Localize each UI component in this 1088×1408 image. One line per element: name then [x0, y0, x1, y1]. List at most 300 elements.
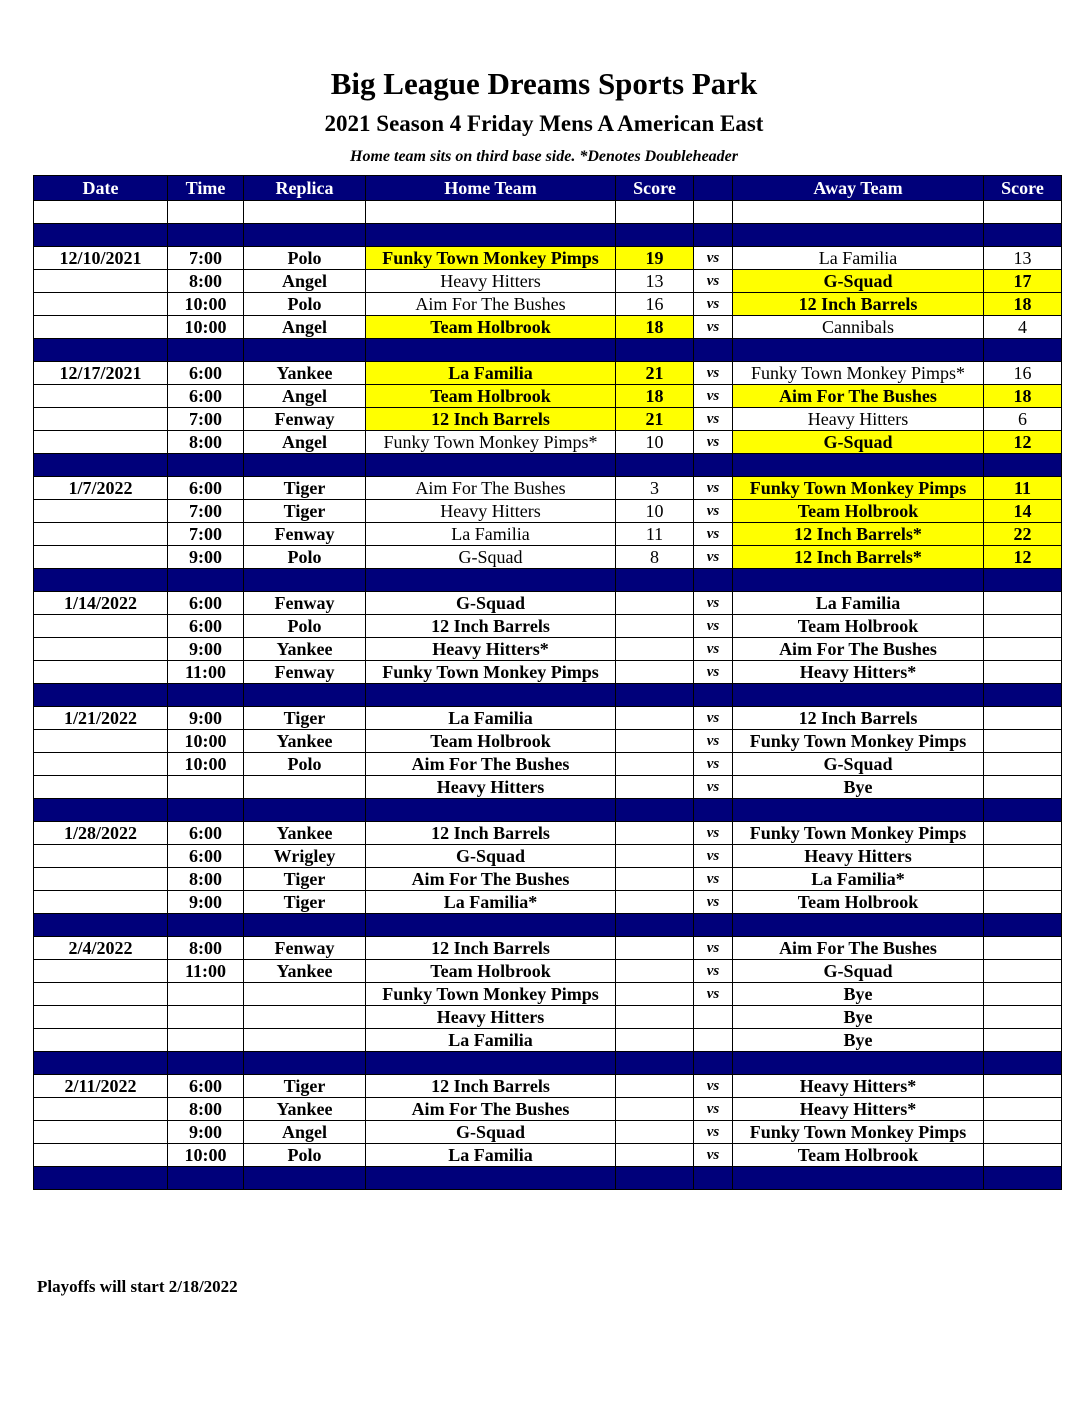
away-team-cell — [733, 799, 984, 822]
home-team-cell: Aim For The Bushes — [366, 753, 616, 776]
time-cell: 6:00 — [168, 385, 244, 408]
time-cell: 11:00 — [168, 661, 244, 684]
date-cell — [34, 914, 168, 937]
vs-cell: vs — [694, 1144, 733, 1167]
home-team-cell — [366, 914, 616, 937]
replica-cell: Angel — [244, 385, 366, 408]
home-score-cell — [616, 638, 694, 661]
time-cell: 8:00 — [168, 868, 244, 891]
vs-cell: vs — [694, 385, 733, 408]
replica-cell: Tiger — [244, 500, 366, 523]
vs-cell: vs — [694, 937, 733, 960]
replica-cell — [244, 569, 366, 592]
game-row — [34, 316, 1062, 339]
home-score-cell — [616, 822, 694, 845]
col-vs — [694, 176, 733, 201]
home-score-cell — [616, 454, 694, 477]
game-row — [34, 891, 1062, 914]
vs-cell: vs — [694, 707, 733, 730]
time-cell: 6:00 — [168, 845, 244, 868]
time-cell — [168, 1052, 244, 1075]
date-cell — [34, 730, 168, 753]
replica-cell — [244, 339, 366, 362]
game-row — [34, 822, 1062, 845]
away-score-cell — [984, 753, 1062, 776]
vs-cell: vs — [694, 500, 733, 523]
away-score-cell: 17 — [984, 270, 1062, 293]
home-team-cell: Aim For The Bushes — [366, 293, 616, 316]
time-cell: 9:00 — [168, 1121, 244, 1144]
col-home-score: Score — [616, 176, 694, 201]
playoffs-note: Playoffs will start 2/18/2022 — [37, 1277, 238, 1296]
time-cell: 7:00 — [168, 500, 244, 523]
time-cell — [168, 339, 244, 362]
away-score-cell: 12 — [984, 431, 1062, 454]
time-cell: 7:00 — [168, 408, 244, 431]
home-team-cell: Heavy Hitters* — [366, 638, 616, 661]
week-separator-row — [34, 799, 1062, 822]
home-team-cell: Funky Town Monkey Pimps — [366, 247, 616, 270]
home-score-cell: 10 — [616, 500, 694, 523]
away-team-cell: Team Holbrook — [733, 1144, 984, 1167]
home-team-cell: Team Holbrook — [366, 730, 616, 753]
week-separator-row — [34, 339, 1062, 362]
home-score-cell — [616, 960, 694, 983]
replica-cell — [244, 1167, 366, 1190]
game-row — [34, 270, 1062, 293]
game-row — [34, 960, 1062, 983]
replica-cell: Angel — [244, 431, 366, 454]
home-team-cell — [366, 224, 616, 247]
home-score-cell — [616, 937, 694, 960]
time-cell — [168, 569, 244, 592]
time-cell: 6:00 — [168, 615, 244, 638]
page-subtitle: 2021 Season 4 Friday Mens A American East — [324, 111, 764, 136]
home-score-cell — [616, 592, 694, 615]
home-score-cell — [616, 1121, 694, 1144]
replica-cell: Polo — [244, 247, 366, 270]
week-separator-row — [34, 1167, 1062, 1190]
replica-cell — [244, 914, 366, 937]
vs-cell: vs — [694, 1075, 733, 1098]
time-cell: 6:00 — [168, 822, 244, 845]
away-score-cell — [984, 983, 1062, 1006]
page-title: Big League Dreams Sports Park — [330, 66, 758, 101]
vs-cell: vs — [694, 362, 733, 385]
game-row — [34, 868, 1062, 891]
home-team-cell: 12 Inch Barrels — [366, 1075, 616, 1098]
game-row — [34, 385, 1062, 408]
home-score-cell — [616, 891, 694, 914]
date-cell: 2/11/2022 — [34, 1075, 168, 1098]
game-row — [34, 1006, 1062, 1029]
away-team-cell — [733, 1167, 984, 1190]
away-score-cell — [984, 224, 1062, 247]
away-score-cell — [984, 799, 1062, 822]
date-cell — [34, 845, 168, 868]
replica-cell — [244, 1029, 366, 1052]
away-team-cell: G-Squad — [733, 960, 984, 983]
home-team-cell: Heavy Hitters — [366, 270, 616, 293]
home-team-cell: Heavy Hitters — [366, 500, 616, 523]
home-team-cell: La Familia* — [366, 891, 616, 914]
home-score-cell: 10 — [616, 431, 694, 454]
away-score-cell — [984, 661, 1062, 684]
away-team-cell: 12 Inch Barrels* — [733, 546, 984, 569]
vs-cell: vs — [694, 1098, 733, 1121]
time-cell — [168, 1006, 244, 1029]
away-score-cell — [984, 822, 1062, 845]
vs-cell: vs — [694, 822, 733, 845]
home-score-cell: 21 — [616, 408, 694, 431]
home-team-cell: Team Holbrook — [366, 385, 616, 408]
schedule-note: Home team sits on third base side. *Denotes Doubleheader — [350, 148, 738, 165]
date-cell — [34, 960, 168, 983]
replica-cell — [244, 983, 366, 1006]
vs-cell — [694, 1052, 733, 1075]
time-cell: 10:00 — [168, 730, 244, 753]
away-team-cell: 12 Inch Barrels — [733, 293, 984, 316]
home-score-cell — [616, 1167, 694, 1190]
away-team-cell: 12 Inch Barrels* — [733, 523, 984, 546]
home-team-cell — [366, 799, 616, 822]
home-team-cell — [366, 684, 616, 707]
home-score-cell — [616, 1098, 694, 1121]
time-cell: 7:00 — [168, 247, 244, 270]
time-cell: 8:00 — [168, 431, 244, 454]
home-team-cell: Funky Town Monkey Pimps* — [366, 431, 616, 454]
date-cell — [34, 1167, 168, 1190]
time-cell — [168, 224, 244, 247]
away-team-cell: La Familia — [733, 247, 984, 270]
week-separator-row — [34, 914, 1062, 937]
replica-cell: Angel — [244, 316, 366, 339]
home-team-cell: G-Squad — [366, 1121, 616, 1144]
away-team-cell: Aim For The Bushes — [733, 937, 984, 960]
vs-cell — [694, 339, 733, 362]
away-score-cell — [984, 454, 1062, 477]
home-score-cell — [616, 615, 694, 638]
game-row — [34, 1144, 1062, 1167]
away-team-cell: Heavy Hitters* — [733, 661, 984, 684]
vs-cell — [694, 454, 733, 477]
date-cell: 1/21/2022 — [34, 707, 168, 730]
away-score-cell — [984, 1006, 1062, 1029]
game-row — [34, 431, 1062, 454]
vs-cell: vs — [694, 891, 733, 914]
replica-cell: Fenway — [244, 661, 366, 684]
date-cell — [34, 454, 168, 477]
away-team-cell — [733, 224, 984, 247]
vs-cell: vs — [694, 592, 733, 615]
away-team-cell: Cannibals — [733, 316, 984, 339]
home-team-cell: Funky Town Monkey Pimps — [366, 983, 616, 1006]
date-cell — [34, 1098, 168, 1121]
away-team-cell — [733, 569, 984, 592]
replica-cell: Yankee — [244, 1098, 366, 1121]
away-team-cell — [733, 339, 984, 362]
replica-cell: Fenway — [244, 523, 366, 546]
home-team-cell: La Familia — [366, 523, 616, 546]
away-team-cell: La Familia — [733, 592, 984, 615]
home-score-cell — [616, 1052, 694, 1075]
time-cell: 9:00 — [168, 546, 244, 569]
replica-cell — [244, 684, 366, 707]
time-cell — [168, 1029, 244, 1052]
home-team-cell: G-Squad — [366, 845, 616, 868]
away-score-cell: 4 — [984, 316, 1062, 339]
home-score-cell: 18 — [616, 385, 694, 408]
vs-cell — [694, 201, 733, 224]
home-score-cell: 18 — [616, 316, 694, 339]
replica-cell — [244, 1006, 366, 1029]
home-score-cell — [616, 569, 694, 592]
away-score-cell: 13 — [984, 247, 1062, 270]
vs-cell: vs — [694, 408, 733, 431]
replica-cell: Polo — [244, 293, 366, 316]
home-team-cell — [366, 201, 616, 224]
home-team-cell: G-Squad — [366, 592, 616, 615]
home-score-cell: 3 — [616, 477, 694, 500]
time-cell — [168, 799, 244, 822]
home-team-cell: Heavy Hitters — [366, 1006, 616, 1029]
replica-cell: Yankee — [244, 822, 366, 845]
game-row — [34, 707, 1062, 730]
date-cell — [34, 638, 168, 661]
home-team-cell: Team Holbrook — [366, 316, 616, 339]
vs-cell: vs — [694, 845, 733, 868]
time-cell — [168, 201, 244, 224]
vs-cell: vs — [694, 638, 733, 661]
home-score-cell — [616, 983, 694, 1006]
home-score-cell — [616, 707, 694, 730]
vs-cell: vs — [694, 546, 733, 569]
vs-cell: vs — [694, 1121, 733, 1144]
away-score-cell — [984, 845, 1062, 868]
away-team-cell: Team Holbrook — [733, 891, 984, 914]
replica-cell — [244, 224, 366, 247]
replica-cell: Yankee — [244, 638, 366, 661]
vs-cell — [694, 1029, 733, 1052]
away-score-cell — [984, 592, 1062, 615]
away-score-cell — [984, 707, 1062, 730]
vs-cell: vs — [694, 293, 733, 316]
col-away-score: Score — [984, 176, 1062, 201]
away-score-cell: 11 — [984, 477, 1062, 500]
game-row — [34, 937, 1062, 960]
away-team-cell: Funky Town Monkey Pimps — [733, 822, 984, 845]
replica-cell: Yankee — [244, 960, 366, 983]
away-score-cell: 22 — [984, 523, 1062, 546]
away-team-cell: G-Squad — [733, 270, 984, 293]
replica-cell — [244, 799, 366, 822]
replica-cell: Tiger — [244, 868, 366, 891]
time-cell — [168, 776, 244, 799]
replica-cell: Fenway — [244, 937, 366, 960]
game-row — [34, 293, 1062, 316]
week-separator-row — [34, 1052, 1062, 1075]
home-team-cell: La Familia — [366, 362, 616, 385]
date-cell — [34, 661, 168, 684]
vs-cell: vs — [694, 477, 733, 500]
home-team-cell: Heavy Hitters — [366, 776, 616, 799]
time-cell: 6:00 — [168, 477, 244, 500]
time-cell: 8:00 — [168, 270, 244, 293]
game-row — [34, 523, 1062, 546]
away-score-cell — [984, 1029, 1062, 1052]
date-cell — [34, 799, 168, 822]
week-separator-row — [34, 454, 1062, 477]
game-row — [34, 776, 1062, 799]
away-score-cell — [984, 868, 1062, 891]
date-cell — [34, 339, 168, 362]
game-row — [34, 1075, 1062, 1098]
date-cell — [34, 224, 168, 247]
time-cell — [168, 983, 244, 1006]
home-score-cell — [616, 1006, 694, 1029]
away-team-cell: Bye — [733, 1006, 984, 1029]
vs-cell: vs — [694, 983, 733, 1006]
home-team-cell: La Familia — [366, 707, 616, 730]
home-score-cell — [616, 339, 694, 362]
away-score-cell — [984, 776, 1062, 799]
home-score-cell — [616, 868, 694, 891]
home-team-cell — [366, 569, 616, 592]
game-row — [34, 983, 1062, 1006]
vs-cell: vs — [694, 431, 733, 454]
away-team-cell: Heavy Hitters* — [733, 1075, 984, 1098]
replica-cell — [244, 1052, 366, 1075]
date-cell — [34, 615, 168, 638]
replica-cell: Polo — [244, 753, 366, 776]
date-cell — [34, 684, 168, 707]
home-score-cell — [616, 730, 694, 753]
home-score-cell: 8 — [616, 546, 694, 569]
time-cell: 11:00 — [168, 960, 244, 983]
away-score-cell — [984, 937, 1062, 960]
home-score-cell — [616, 224, 694, 247]
date-cell — [34, 868, 168, 891]
away-team-cell: Heavy Hitters — [733, 408, 984, 431]
replica-cell: Polo — [244, 546, 366, 569]
away-team-cell: Funky Town Monkey Pimps — [733, 1121, 984, 1144]
col-date: Date — [34, 176, 168, 201]
away-score-cell — [984, 960, 1062, 983]
away-score-cell — [984, 914, 1062, 937]
away-score-cell: 6 — [984, 408, 1062, 431]
home-team-cell: Team Holbrook — [366, 960, 616, 983]
home-score-cell — [616, 201, 694, 224]
game-row — [34, 592, 1062, 615]
game-row — [34, 1098, 1062, 1121]
away-score-cell — [984, 1121, 1062, 1144]
time-cell — [168, 684, 244, 707]
vs-cell: vs — [694, 615, 733, 638]
vs-cell: vs — [694, 776, 733, 799]
away-team-cell — [733, 201, 984, 224]
home-team-cell — [366, 1052, 616, 1075]
date-cell — [34, 408, 168, 431]
away-team-cell — [733, 454, 984, 477]
date-cell: 2/4/2022 — [34, 937, 168, 960]
time-cell — [168, 1167, 244, 1190]
date-cell: 1/28/2022 — [34, 822, 168, 845]
game-row — [34, 500, 1062, 523]
away-score-cell — [984, 891, 1062, 914]
away-score-cell: 14 — [984, 500, 1062, 523]
date-cell — [34, 569, 168, 592]
game-row — [34, 1121, 1062, 1144]
vs-cell — [694, 799, 733, 822]
game-row — [34, 1029, 1062, 1052]
away-team-cell: La Familia* — [733, 868, 984, 891]
game-row — [34, 615, 1062, 638]
away-team-cell — [733, 1052, 984, 1075]
home-score-cell — [616, 1144, 694, 1167]
away-score-cell — [984, 201, 1062, 224]
away-team-cell: Funky Town Monkey Pimps — [733, 477, 984, 500]
replica-cell — [244, 776, 366, 799]
time-cell: 10:00 — [168, 293, 244, 316]
away-score-cell: 16 — [984, 362, 1062, 385]
home-score-cell: 21 — [616, 362, 694, 385]
home-team-cell: Aim For The Bushes — [366, 477, 616, 500]
away-team-cell: Bye — [733, 1029, 984, 1052]
time-cell — [168, 914, 244, 937]
game-row — [34, 661, 1062, 684]
home-team-cell: G-Squad — [366, 546, 616, 569]
game-row — [34, 362, 1062, 385]
away-team-cell: Bye — [733, 983, 984, 1006]
home-score-cell — [616, 914, 694, 937]
away-score-cell — [984, 1144, 1062, 1167]
date-cell: 12/10/2021 — [34, 247, 168, 270]
home-team-cell: Aim For The Bushes — [366, 1098, 616, 1121]
game-row — [34, 247, 1062, 270]
week-separator-row — [34, 684, 1062, 707]
game-row — [34, 408, 1062, 431]
replica-cell: Angel — [244, 1121, 366, 1144]
week-separator-row — [34, 569, 1062, 592]
replica-cell — [244, 201, 366, 224]
away-team-cell: Heavy Hitters* — [733, 1098, 984, 1121]
home-score-cell — [616, 1029, 694, 1052]
col-replica: Replica — [244, 176, 366, 201]
away-team-cell — [733, 684, 984, 707]
vs-cell — [694, 684, 733, 707]
away-score-cell: 12 — [984, 546, 1062, 569]
date-cell — [34, 201, 168, 224]
date-cell: 1/7/2022 — [34, 477, 168, 500]
home-team-cell: La Familia — [366, 1029, 616, 1052]
date-cell — [34, 1121, 168, 1144]
replica-cell: Yankee — [244, 362, 366, 385]
away-team-cell: 12 Inch Barrels — [733, 707, 984, 730]
away-score-cell: 18 — [984, 293, 1062, 316]
vs-cell: vs — [694, 753, 733, 776]
home-score-cell — [616, 845, 694, 868]
away-score-cell — [984, 615, 1062, 638]
schedule-table — [33, 175, 1062, 1190]
time-cell: 8:00 — [168, 937, 244, 960]
col-home-team: Home Team — [366, 176, 616, 201]
date-cell — [34, 293, 168, 316]
game-row — [34, 845, 1062, 868]
replica-cell: Tiger — [244, 1075, 366, 1098]
away-team-cell — [733, 914, 984, 937]
away-team-cell: Funky Town Monkey Pimps* — [733, 362, 984, 385]
date-cell — [34, 1052, 168, 1075]
